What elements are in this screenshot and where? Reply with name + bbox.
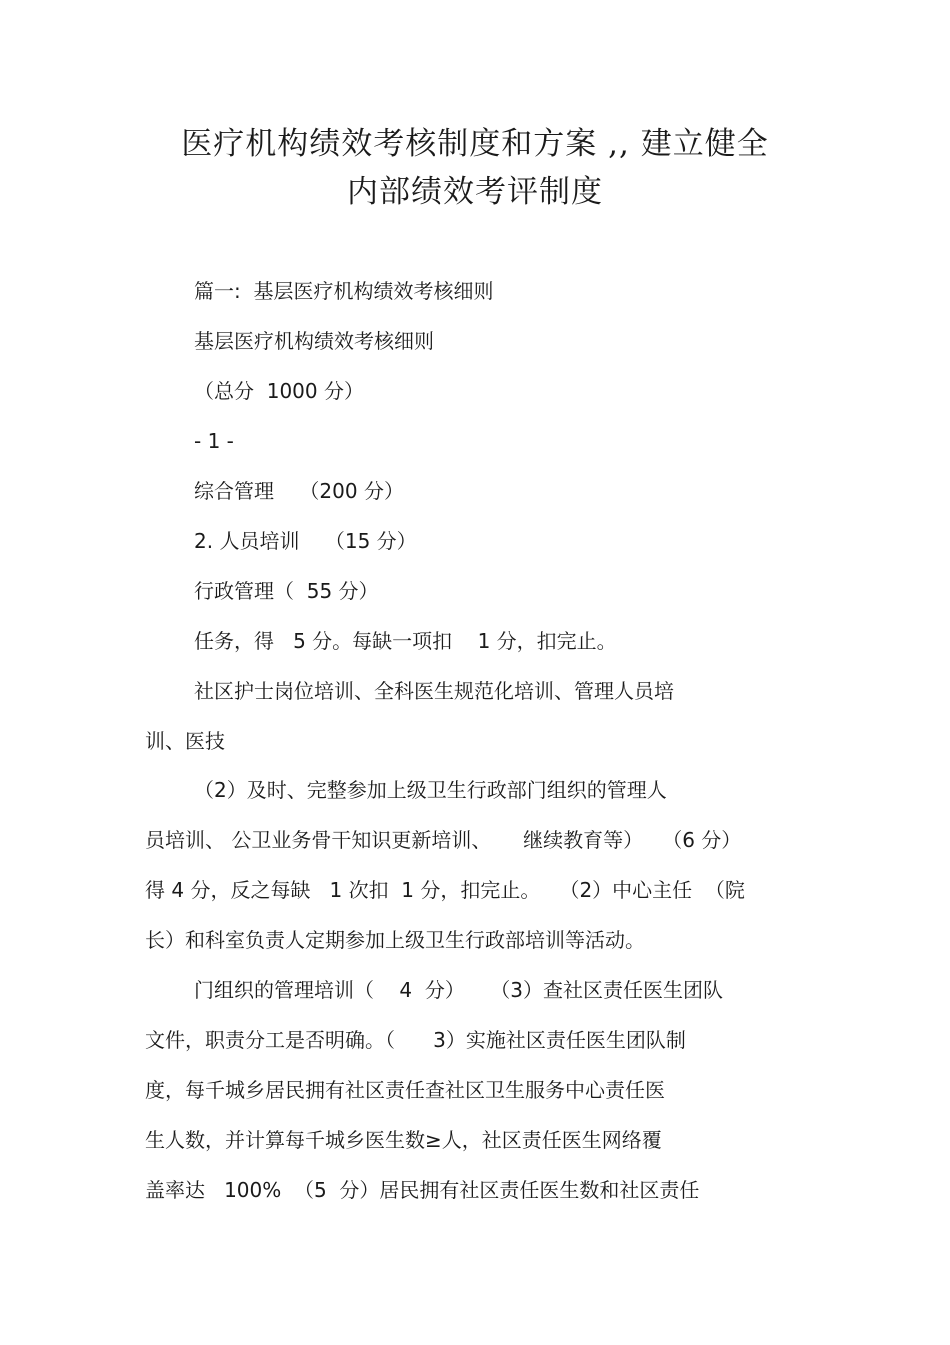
document-title-line-2: 内部绩效考评制度 bbox=[347, 174, 603, 210]
body-line: （2）及时、完整参加上级卫生行政部门组织的管理人 bbox=[194, 778, 667, 802]
body-line: 门组织的管理培训（ 4 分） （3）查社区责任医生团队 bbox=[194, 978, 724, 1002]
body-line: 任务，得 5 分。每缺一项扣 1 分，扣完止。 bbox=[194, 629, 617, 653]
body-line: 行政管理（ 55 分） bbox=[194, 579, 379, 603]
body-line: 社区护士岗位培训、全科医生规范化培训、管理人员培 bbox=[194, 679, 674, 703]
body-line: 综合管理 （200 分） bbox=[194, 479, 404, 503]
body-line: 得 4 分，反之每缺 1 次扣 1 分，扣完止。 （2）中心主任 （院 bbox=[145, 878, 745, 902]
body-line: （总分 1000 分） bbox=[194, 379, 364, 403]
body-line: 盖率达 100% （5 分）居民拥有社区责任医生数和社区责任 bbox=[145, 1178, 700, 1202]
body-line: 2. 人员培训 （15 分） bbox=[194, 529, 417, 553]
body-line: 文件，职责分工是否明确。（ 3）实施社区责任医生团队制 bbox=[145, 1028, 686, 1052]
body-line: 员培训、 公卫业务骨干知识更新培训、 继续教育等） （6 分） bbox=[145, 828, 742, 852]
body-line: 生人数，并计算每千城乡医生数≥人，社区责任医生网络覆 bbox=[145, 1128, 662, 1152]
body-line: 篇一: 基层医疗机构绩效考核细则 bbox=[194, 279, 494, 303]
body-line: 训、医技 bbox=[145, 729, 225, 753]
page-number: - 1 - bbox=[194, 429, 234, 453]
body-line: 基层医疗机构绩效考核细则 bbox=[194, 329, 434, 353]
body-line: 度，每千城乡居民拥有社区责任查社区卫生服务中心责任医 bbox=[145, 1078, 665, 1102]
body-line: 长）和科室负责人定期参加上级卫生行政部培训等活动。 bbox=[145, 928, 645, 952]
document-title-line-1: 医疗机构绩效考核制度和方案 ,, 建立健全 bbox=[181, 126, 769, 162]
